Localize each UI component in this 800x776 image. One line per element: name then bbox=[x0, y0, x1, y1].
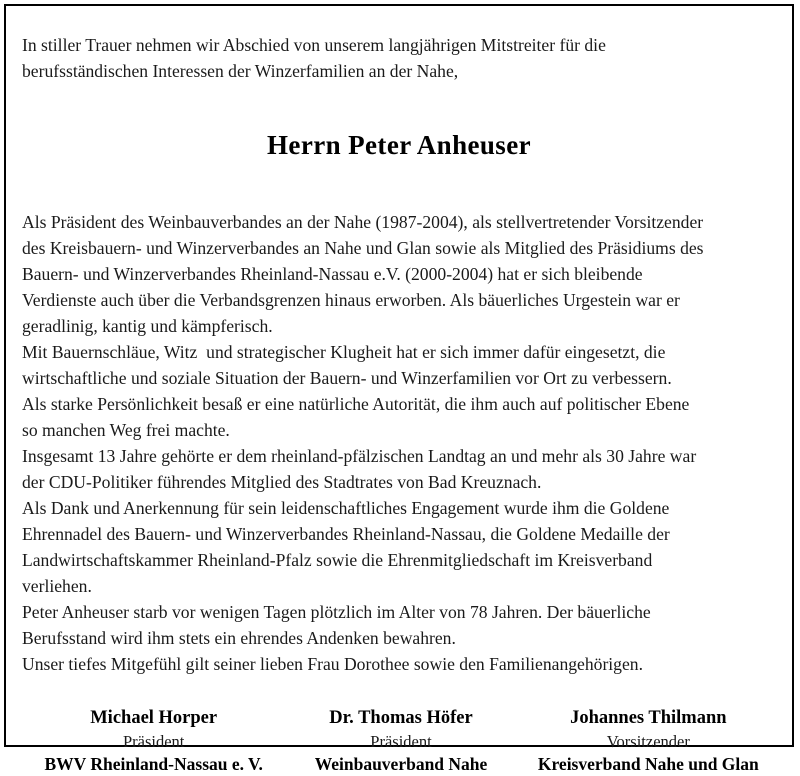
signatory-role: Vorsitzender bbox=[606, 732, 690, 751]
signatory-role: Präsident bbox=[122, 732, 185, 751]
signatory-role: Präsident bbox=[370, 732, 432, 751]
body-line: des Kreisbauern- und Winzerverbandes an Nahe und Glan sowie als Mitglied des Präsidiums des bbox=[22, 238, 704, 258]
body-line: Ehrennadel des Bauern- und Winzerverbandes Rheinland-Nassau, die Goldene Medaille der bbox=[22, 524, 670, 544]
body-line: Mit Bauernschläue, Witz und strategischer Klugheit hat er sich immer dafür eingesetzt, die bbox=[22, 342, 666, 362]
signatory-column bbox=[525, 707, 772, 776]
body-line: Als starke Persönlichkeit besaß er eine natürliche Autorität, die ihm auch auf politischer Ebene bbox=[22, 394, 690, 414]
body-line: geradlinig, kantig und kämpferisch. bbox=[22, 316, 273, 336]
body-line: Peter Anheuser starb vor wenigen Tagen plötzlich im Alter von 78 Jahren. Der bäuerliche bbox=[22, 602, 651, 622]
signatory-organization: BWV Rheinland-Nassau e. V. bbox=[44, 754, 263, 774]
signatory-name: Dr. Thomas Höfer bbox=[329, 708, 473, 728]
obituary-notice bbox=[4, 4, 794, 774]
intro-line: In stiller Trauer nehmen wir Abschied von unserem langjährigen Mitstreiter für die bbox=[22, 35, 606, 55]
body-line: Verdienste auch über die Verbandsgrenzen hinaus erworben. Als bäuerliches Urgestein war er bbox=[22, 290, 680, 310]
signatory-column bbox=[277, 707, 524, 776]
body-line: Als Dank und Anerkennung für sein leidenschaftliches Engagement wurde ihm die Goldene bbox=[22, 498, 670, 518]
body-line: wirtschaftliche und soziale Situation der Bauern- und Winzerfamilien vor Ort zu verbessern. bbox=[22, 368, 672, 388]
intro-text bbox=[20, 32, 778, 84]
body-line: Landwirtschaftskammer Rheinland-Pfalz sowie die Ehrenmitgliedschaft im Kreisverband bbox=[22, 550, 653, 570]
signatory-organization: Kreisverband Nahe und Glan bbox=[537, 754, 759, 774]
body-line: so manchen Weg frei machte. bbox=[22, 420, 230, 440]
signature-block bbox=[20, 677, 778, 776]
body-line: Unser tiefes Mitgefühl gilt seiner lieben Frau Dorothee sowie den Familienangehörigen. bbox=[22, 654, 643, 674]
signatory-organization: Weinbauverband Nahe bbox=[314, 754, 488, 774]
body-line: verliehen. bbox=[22, 576, 92, 596]
body-text bbox=[20, 209, 778, 677]
body-line: Berufsstand wird ihm stets ein ehrendes Andenken bewahren. bbox=[22, 628, 456, 648]
signatory-name: Michael Horper bbox=[90, 708, 218, 728]
body-line: Insgesamt 13 Jahre gehörte er dem rheinland-pfälzischen Landtag an und mehr als 30 Jahre war bbox=[22, 446, 697, 466]
body-line: Bauern- und Winzerverbandes Rheinland-Nassau e.V. (2000-2004) hat er sich bleibende bbox=[22, 264, 643, 284]
body-line: der CDU-Politiker führendes Mitglied des Stadtrates von Bad Kreuznach. bbox=[22, 472, 542, 492]
signatory-column bbox=[30, 707, 277, 776]
body-line: Als Präsident des Weinbauverbandes an der Nahe (1987-2004), als stellvertretender Vorsitzender bbox=[22, 212, 704, 232]
intro-line: berufsständischen Interessen der Winzerfamilien an der Nahe, bbox=[22, 61, 459, 81]
deceased-name: Herrn Peter Anheuser bbox=[267, 130, 531, 160]
signatory-name: Johannes Thilmann bbox=[570, 708, 727, 728]
